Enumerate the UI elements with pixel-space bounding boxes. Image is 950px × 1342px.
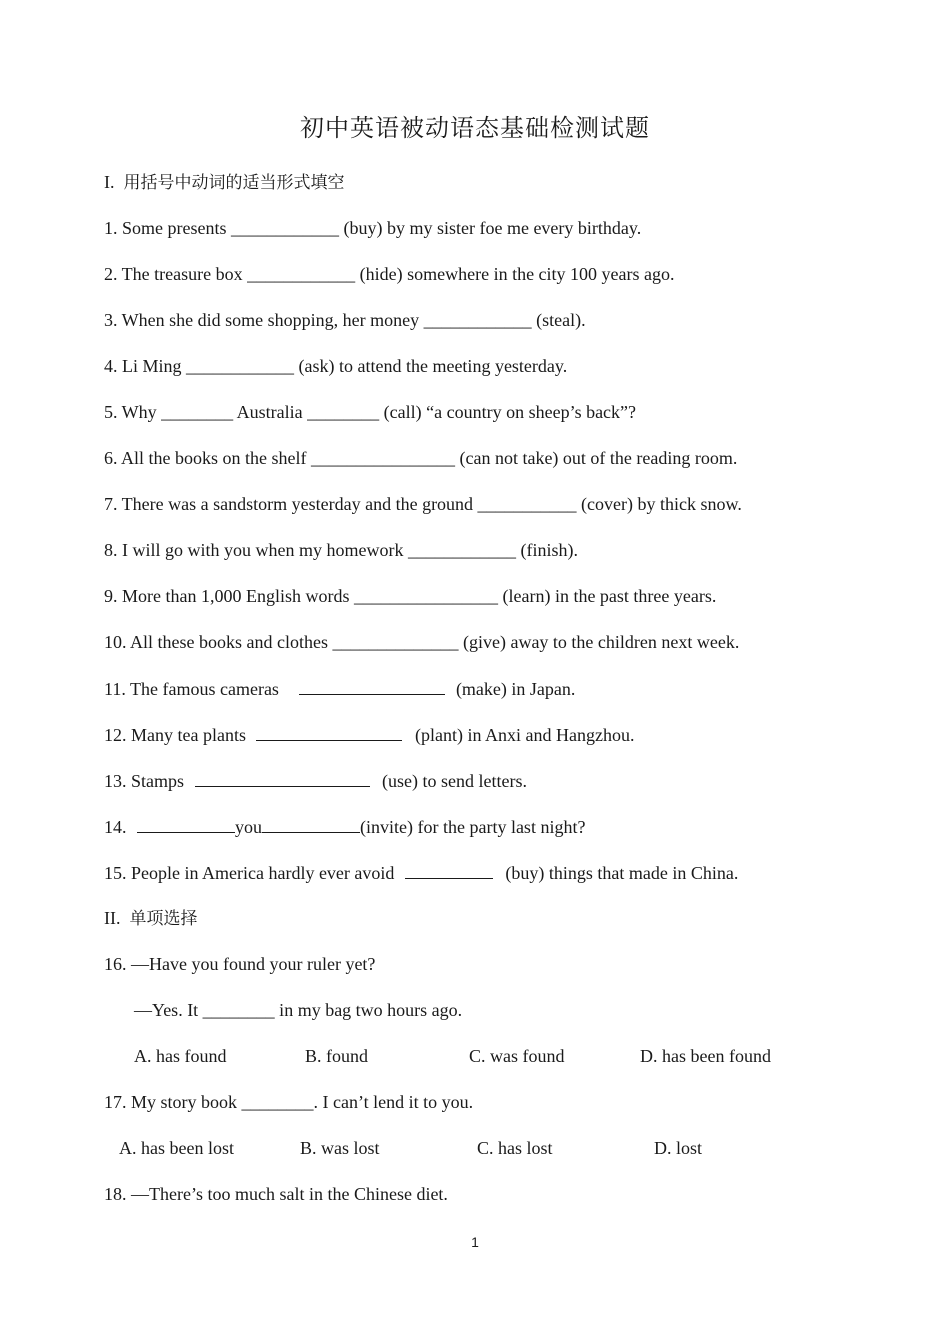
question-7: 7. There was a sandstorm yesterday and the ground ___________ (cover) by thick snow. bbox=[104, 494, 742, 514]
question-15 bbox=[104, 860, 738, 885]
section-number: II. bbox=[104, 908, 121, 928]
question-3: 3. When she did some shopping, her money ____________ (steal). bbox=[104, 310, 586, 330]
question-text: 14. bbox=[104, 817, 127, 837]
question-11 bbox=[104, 676, 575, 701]
question-text: (make) in Japan. bbox=[455, 679, 576, 699]
question-text: (buy) things that made in China. bbox=[505, 863, 739, 883]
answer-blank bbox=[195, 768, 370, 787]
question-text: (invite) for the party last night? bbox=[360, 817, 586, 837]
question-text: (use) to send letters. bbox=[382, 771, 527, 791]
q16-option-d: D. has been found bbox=[640, 1046, 771, 1066]
q16-option-a: A. has found bbox=[134, 1046, 227, 1066]
question-16-reply: —Yes. It ________ in my bag two hours ago. bbox=[134, 1000, 463, 1020]
section-label: 单项选择 bbox=[129, 909, 198, 929]
q17-option-a: A. has been lost bbox=[119, 1138, 234, 1158]
question-10: 10. All these books and clothes ______________ (give) away to the children next week. bbox=[104, 632, 740, 652]
question-17-stem: 17. My story book ________. I can’t lend it to you. bbox=[104, 1092, 474, 1112]
section-heading-multiple-choice bbox=[104, 906, 198, 931]
question-13 bbox=[104, 768, 527, 793]
section-number: I. bbox=[104, 172, 115, 192]
question-5: 5. Why ________ Australia ________ (call) “a country on sheep’s back”? bbox=[104, 402, 637, 422]
question-1: 1. Some presents ____________ (buy) by my sister foe me every birthday. bbox=[104, 218, 642, 238]
q17-option-c: C. has lost bbox=[477, 1138, 553, 1158]
question-8: 8. I will go with you when my homework ____________ (finish). bbox=[104, 540, 578, 560]
q16-option-c: C. was found bbox=[469, 1046, 565, 1066]
section-heading-fill-in bbox=[104, 170, 345, 195]
question-6: 6. All the books on the shelf ________________ (can not take) out of the reading room. bbox=[104, 448, 738, 468]
question-16-stem: 16. —Have you found your ruler yet? bbox=[104, 954, 376, 974]
question-text: 15. People in America hardly ever avoid bbox=[104, 863, 395, 883]
question-text: 12. Many tea plants bbox=[104, 725, 246, 745]
page-number: 1 bbox=[471, 1234, 479, 1250]
question-14 bbox=[104, 814, 585, 839]
section-label: 用括号中动词的适当形式填空 bbox=[123, 173, 345, 193]
page-title: 初中英语被动语态基础检测试题 bbox=[300, 114, 650, 142]
question-text: 11. The famous cameras bbox=[104, 679, 279, 699]
q17-option-d: D. lost bbox=[654, 1138, 703, 1158]
answer-blank bbox=[405, 860, 493, 879]
question-9: 9. More than 1,000 English words ________________ (learn) in the past three years. bbox=[104, 586, 717, 606]
q16-option-b: B. found bbox=[305, 1046, 368, 1066]
question-text: you bbox=[235, 817, 262, 837]
question-2: 2. The treasure box ____________ (hide) somewhere in the city 100 years ago. bbox=[104, 264, 675, 284]
question-text: 13. Stamps bbox=[104, 771, 185, 791]
answer-blank bbox=[299, 676, 445, 695]
question-12 bbox=[104, 722, 634, 747]
answer-blank-1 bbox=[137, 814, 235, 833]
question-text: (plant) in Anxi and Hangzhou. bbox=[414, 725, 635, 745]
answer-blank-2 bbox=[262, 814, 360, 833]
question-4: 4. Li Ming ____________ (ask) to attend the meeting yesterday. bbox=[104, 356, 568, 376]
answer-blank bbox=[256, 722, 402, 741]
q17-option-b: B. was lost bbox=[300, 1138, 380, 1158]
question-18-stem: 18. —There’s too much salt in the Chinese diet. bbox=[104, 1184, 448, 1204]
